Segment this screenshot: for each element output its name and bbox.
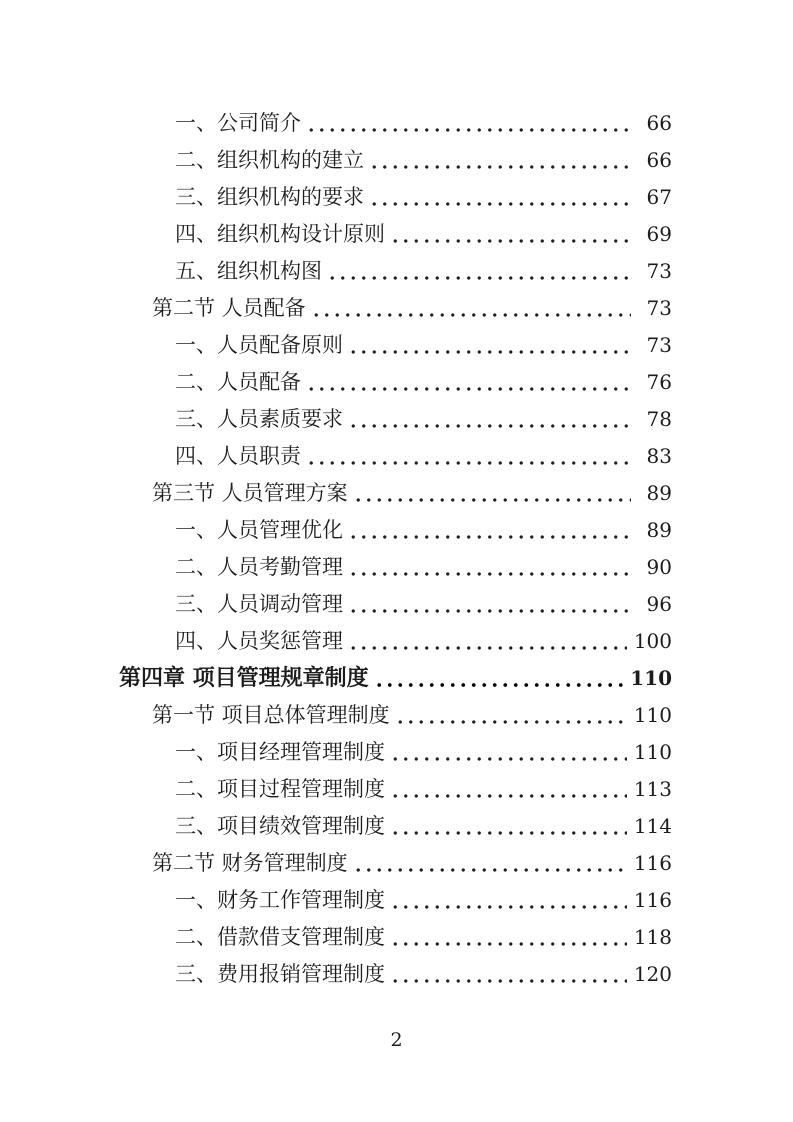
toc-entry-page: 116 — [633, 851, 672, 875]
toc-entry[interactable] — [119, 808, 672, 845]
toc-entry-page: 73 — [646, 296, 672, 320]
toc-entry-page: 114 — [633, 814, 672, 838]
toc-entry-page: 73 — [646, 259, 672, 283]
toc-leader-dots — [353, 845, 627, 882]
toc-leader-dots — [390, 216, 631, 253]
toc-entry-label: 三、费用报销管理制度 — [175, 962, 385, 986]
toc-entry-page: 73 — [646, 333, 672, 357]
toc-leader-dots — [348, 512, 631, 549]
toc-leader-dots — [374, 660, 624, 697]
toc-leader-dots — [311, 290, 631, 327]
toc-entry[interactable] — [119, 179, 672, 216]
page-number-footer: 2 — [390, 1029, 403, 1051]
toc-entry-label: 三、人员素质要求 — [175, 407, 343, 431]
toc-entry[interactable] — [119, 882, 672, 919]
toc-entry-label: 三、项目绩效管理制度 — [175, 814, 385, 838]
toc-entry[interactable] — [119, 105, 672, 142]
toc-entry-label: 二、人员配备 — [175, 370, 301, 394]
toc-entry[interactable] — [119, 956, 672, 993]
toc-entry-label: 一、人员配备原则 — [175, 333, 343, 357]
toc-entry-label: 第四章 项目管理规章制度 — [119, 665, 369, 691]
toc-leader-dots — [390, 882, 627, 919]
toc-entry-page: 113 — [633, 777, 672, 801]
toc-entry[interactable] — [119, 660, 672, 697]
toc-entry-page: 110 — [633, 740, 672, 764]
toc-entry-page: 110 — [630, 666, 672, 690]
toc-leader-dots — [390, 956, 627, 993]
toc-leader-dots — [306, 438, 631, 475]
toc-entry[interactable] — [119, 549, 672, 586]
toc-entry[interactable] — [119, 734, 672, 771]
toc-entry-page: 89 — [646, 481, 672, 505]
toc-entry-label: 二、人员考勤管理 — [175, 555, 343, 579]
toc-entry[interactable] — [119, 475, 672, 512]
toc-entry-page: 66 — [646, 148, 672, 172]
table-of-contents — [119, 105, 672, 993]
toc-entry-label: 四、组织机构设计原则 — [175, 222, 385, 246]
toc-entry[interactable] — [119, 845, 672, 882]
toc-entry-label: 四、人员奖惩管理 — [175, 629, 343, 653]
toc-entry-page: 66 — [646, 111, 672, 135]
toc-entry-label: 一、项目经理管理制度 — [175, 740, 385, 764]
toc-leader-dots — [306, 105, 631, 142]
toc-entry[interactable] — [119, 512, 672, 549]
toc-entry[interactable] — [119, 364, 672, 401]
toc-leader-dots — [327, 253, 631, 290]
toc-entry-label: 第二节 人员配备 — [152, 296, 306, 320]
toc-entry[interactable] — [119, 253, 672, 290]
toc-entry[interactable] — [119, 216, 672, 253]
toc-leader-dots — [390, 734, 627, 771]
toc-entry-page: 78 — [646, 407, 672, 431]
toc-entry-label: 二、项目过程管理制度 — [175, 777, 385, 801]
toc-entry-page: 110 — [633, 703, 672, 727]
toc-leader-dots — [353, 475, 631, 512]
toc-entry[interactable] — [119, 623, 672, 660]
toc-entry-label: 二、组织机构的建立 — [175, 148, 364, 172]
toc-entry-label: 一、人员管理优化 — [175, 518, 343, 542]
toc-leader-dots — [348, 327, 631, 364]
toc-entry[interactable] — [119, 401, 672, 438]
toc-entry-page: 90 — [646, 555, 672, 579]
toc-entry-page: 100 — [633, 629, 672, 653]
toc-leader-dots — [348, 401, 631, 438]
toc-entry-page: 116 — [633, 888, 672, 912]
toc-leader-dots — [369, 142, 631, 179]
toc-entry[interactable] — [119, 697, 672, 734]
toc-entry-label: 第三节 人员管理方案 — [152, 481, 348, 505]
toc-entry[interactable] — [119, 142, 672, 179]
toc-entry[interactable] — [119, 771, 672, 808]
toc-entry-label: 一、公司简介 — [175, 111, 301, 135]
toc-entry-page: 118 — [633, 925, 672, 949]
toc-entry-page: 96 — [646, 592, 672, 616]
toc-entry-page: 83 — [646, 444, 672, 468]
toc-leader-dots — [348, 623, 627, 660]
toc-leader-dots — [390, 808, 627, 845]
toc-entry[interactable] — [119, 290, 672, 327]
toc-entry-label: 三、组织机构的要求 — [175, 185, 364, 209]
toc-entry-label: 五、组织机构图 — [175, 259, 322, 283]
toc-entry-label: 四、人员职责 — [175, 444, 301, 468]
toc-entry-label: 二、借款借支管理制度 — [175, 925, 385, 949]
toc-leader-dots — [348, 549, 631, 586]
toc-leader-dots — [395, 697, 627, 734]
toc-entry-label: 一、财务工作管理制度 — [175, 888, 385, 912]
toc-leader-dots — [390, 919, 627, 956]
toc-entry-page: 67 — [646, 185, 672, 209]
toc-leader-dots — [369, 179, 631, 216]
toc-entry-label: 第二节 财务管理制度 — [152, 851, 348, 875]
toc-entry-label: 第一节 项目总体管理制度 — [152, 703, 390, 727]
toc-entry-page: 120 — [633, 962, 672, 986]
toc-entry-page: 89 — [646, 518, 672, 542]
toc-leader-dots — [306, 364, 631, 401]
toc-entry[interactable] — [119, 586, 672, 623]
toc-leader-dots — [390, 771, 627, 808]
toc-leader-dots — [348, 586, 631, 623]
toc-entry[interactable] — [119, 919, 672, 956]
toc-entry[interactable] — [119, 438, 672, 475]
toc-entry-page: 76 — [646, 370, 672, 394]
toc-entry-page: 69 — [646, 222, 672, 246]
toc-entry-label: 三、人员调动管理 — [175, 592, 343, 616]
toc-entry[interactable] — [119, 327, 672, 364]
